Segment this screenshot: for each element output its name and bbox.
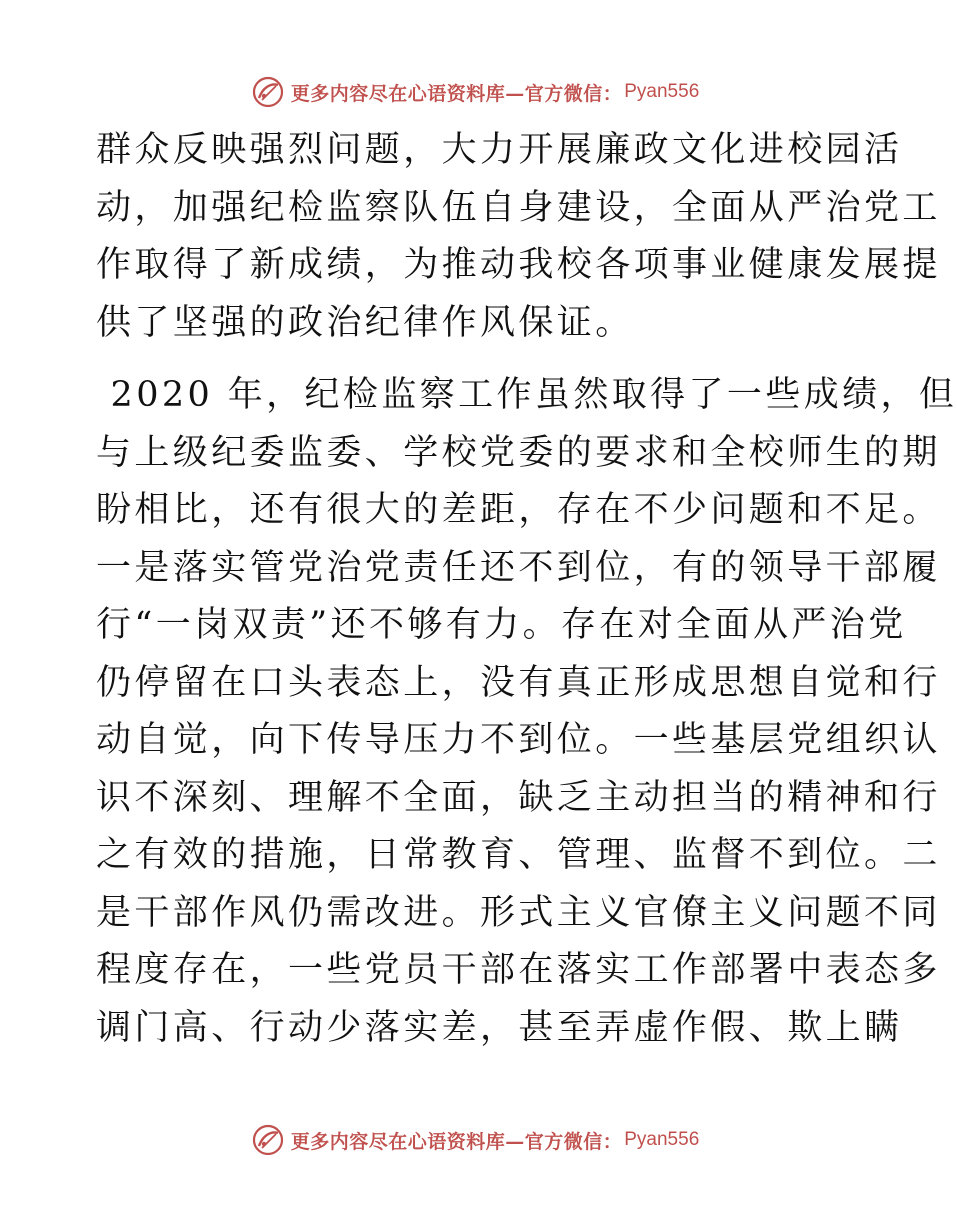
text-line: 群众反映强烈问题，大力开展廉政文化进校园活 (96, 130, 903, 170)
text-line: 与上级纪委监委、学校党委的要求和全校师生的期 (96, 432, 941, 473)
banner-handle: Pyan556 (624, 81, 700, 102)
text-line: 2020 年，纪检监察工作虽然取得了一些成绩，但 (96, 375, 957, 415)
paragraph-2 (96, 367, 957, 1057)
text-line: 作取得了新成绩，为推动我校各项事业健康发展提 (96, 245, 941, 285)
text-line: 盼相比，还有很大的差距，存在不少问题和不足。 (96, 490, 941, 530)
footer-banner (0, 1120, 950, 1160)
text-line: 供了坚强的政治纪律作风保证。 (96, 302, 634, 343)
text-line: 是干部作风仍需改进。形式主义官僚主义问题不同 (96, 892, 941, 933)
text-line: 一是落实管党治党责任还不到位，有的领导干部履 (96, 547, 941, 588)
brand-logo-icon (251, 1123, 285, 1157)
text-line: 动自觉，向下传导压力不到位。一些基层党组织认 (96, 720, 941, 760)
text-line: 调门高、行动少落实差，甚至弄虚作假、欺上瞒 (96, 1007, 903, 1048)
text-line: 识不深刻、理解不全面，缺乏主动担当的精神和行 (96, 777, 941, 818)
text-line: 行“一岗双责”还不够有力。存在对全面从严治党 (96, 605, 907, 645)
banner-handle: Pyan556 (624, 1129, 700, 1150)
paragraph-spacer (96, 352, 856, 367)
text-line: 动，加强纪检监察队伍自身建设，全面从严治党工 (96, 187, 941, 228)
text-line: 之有效的措施，日常教育、管理、监督不到位。二 (96, 835, 941, 875)
document-body (96, 122, 957, 1057)
banner-text: 更多内容尽在心语资料库—官方微信： (290, 82, 623, 105)
header-banner (0, 72, 950, 112)
banner-text: 更多内容尽在心语资料库—官方微信： (290, 1130, 623, 1153)
text-line: 程度存在，一些党员干部在落实工作部署中表态多 (96, 950, 941, 990)
text-line: 仍停留在口头表态上，没有真正形成思想自觉和行 (96, 662, 941, 703)
brand-logo-icon (251, 75, 285, 109)
paragraph-1 (96, 122, 941, 352)
